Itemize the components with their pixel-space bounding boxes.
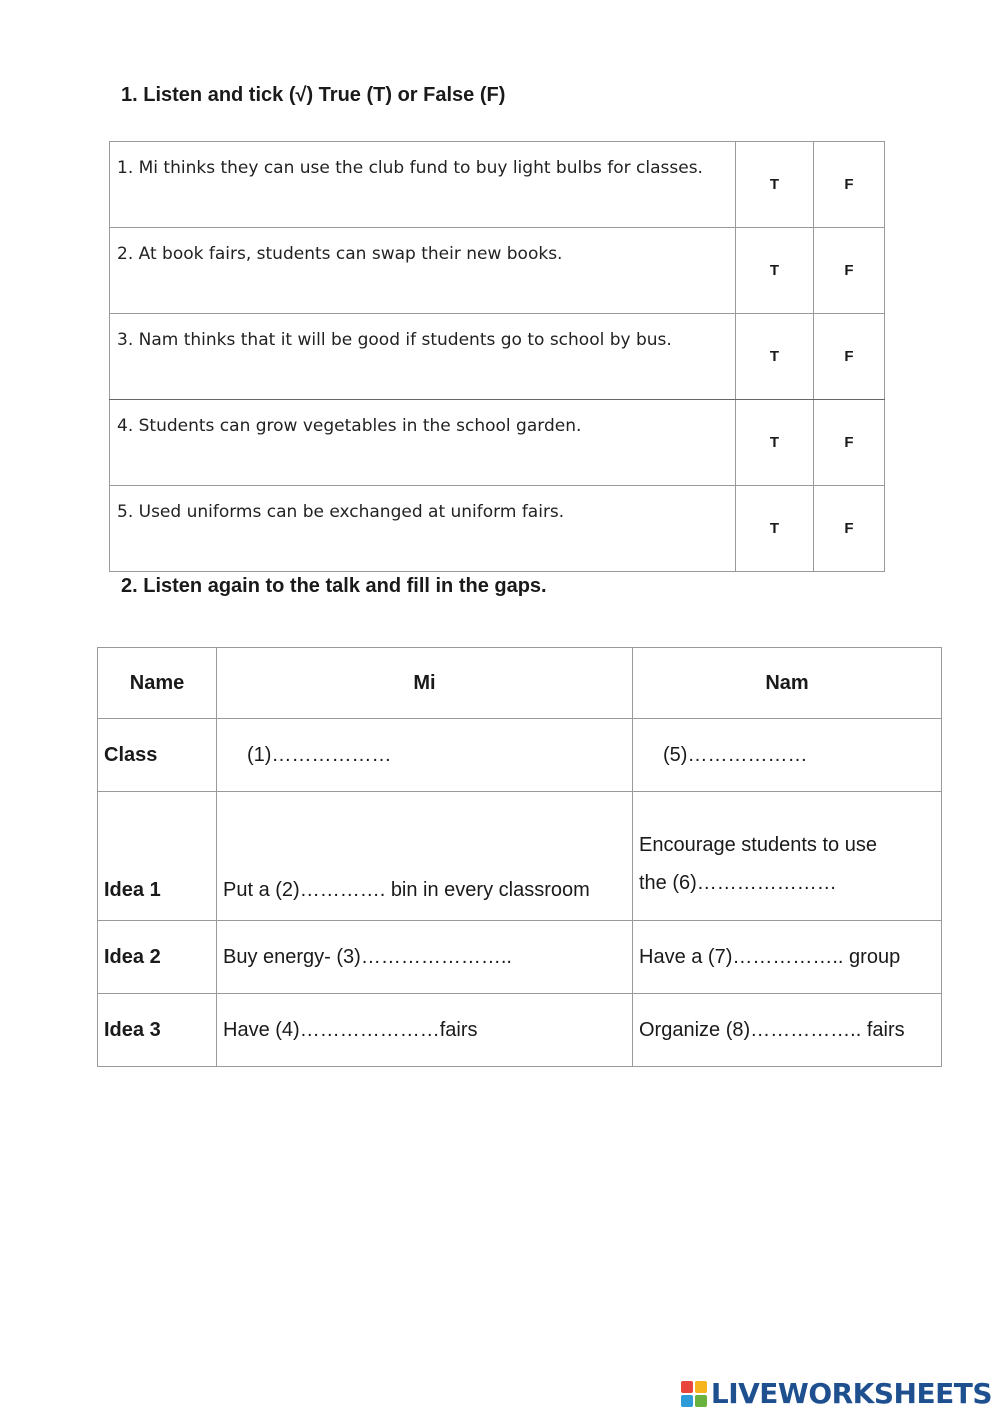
gap-5[interactable]: (5)………………	[633, 719, 942, 792]
logo-icon	[681, 1381, 707, 1407]
false-option-2[interactable]: F	[814, 228, 885, 314]
table-row	[110, 314, 885, 400]
gap-4[interactable]: Have (4)…………………fairs	[217, 994, 633, 1067]
row-label-idea-3: Idea 3	[98, 994, 217, 1067]
false-option-1[interactable]: F	[814, 142, 885, 228]
table-row	[110, 142, 885, 228]
gap-6[interactable]: the (6)…………………	[639, 872, 837, 894]
header-nam: Nam	[633, 648, 942, 719]
gap-3[interactable]: Buy energy- (3)…………………..	[217, 921, 633, 994]
true-option-3[interactable]: T	[736, 314, 814, 400]
logo-text: LIVEWORKSHEETS	[710, 1377, 992, 1410]
table-row	[110, 400, 885, 486]
statement-4: 4. Students can grow vegetables in the school garden.	[110, 400, 736, 486]
logo-square-1	[681, 1381, 693, 1393]
gap-7[interactable]: Have a (7)…………….. group	[633, 921, 942, 994]
false-option-3[interactable]: F	[814, 314, 885, 400]
row-label-class: Class	[98, 719, 217, 792]
row-label-idea-1: Idea 1	[98, 792, 217, 921]
logo-square-3	[681, 1395, 693, 1407]
gap-6-cell[interactable]	[633, 792, 942, 921]
table-row	[98, 719, 942, 792]
statement-2: 2. At book fairs, students can swap their new books.	[110, 228, 736, 314]
statement-5: 5. Used uniforms can be exchanged at uniform fairs.	[110, 486, 736, 572]
table-row	[110, 228, 885, 314]
table-row	[98, 921, 942, 994]
gap-8[interactable]: Organize (8)…………….. fairs	[633, 994, 942, 1067]
logo-square-2	[695, 1381, 707, 1393]
true-option-4[interactable]: T	[736, 400, 814, 486]
fill-gaps-table	[97, 647, 942, 1067]
true-false-table	[109, 141, 885, 572]
liveworksheets-logo	[681, 1377, 992, 1410]
section2-heading: 2. Listen again to the talk and fill in the gaps.	[121, 575, 547, 597]
false-option-4[interactable]: F	[814, 400, 885, 486]
header-name: Name	[98, 648, 217, 719]
logo-square-4	[695, 1395, 707, 1407]
table-row	[98, 994, 942, 1067]
nam-idea1-line1: Encourage students to use	[639, 834, 877, 856]
section1-heading: 1. Listen and tick (√) True (T) or False (F)	[121, 84, 506, 106]
statement-1: 1. Mi thinks they can use the club fund to buy light bulbs for classes.	[110, 142, 736, 228]
table-row	[110, 486, 885, 572]
true-option-5[interactable]: T	[736, 486, 814, 572]
header-mi: Mi	[217, 648, 633, 719]
gap-1[interactable]: (1)………………	[217, 719, 633, 792]
row-label-idea-2: Idea 2	[98, 921, 217, 994]
gap-2[interactable]: Put a (2)…………. bin in every classroom	[217, 792, 633, 921]
true-option-1[interactable]: T	[736, 142, 814, 228]
statement-3: 3. Nam thinks that it will be good if students go to school by bus.	[110, 314, 736, 400]
header-row	[98, 648, 942, 719]
true-option-2[interactable]: T	[736, 228, 814, 314]
table-row	[98, 792, 942, 921]
false-option-5[interactable]: F	[814, 486, 885, 572]
